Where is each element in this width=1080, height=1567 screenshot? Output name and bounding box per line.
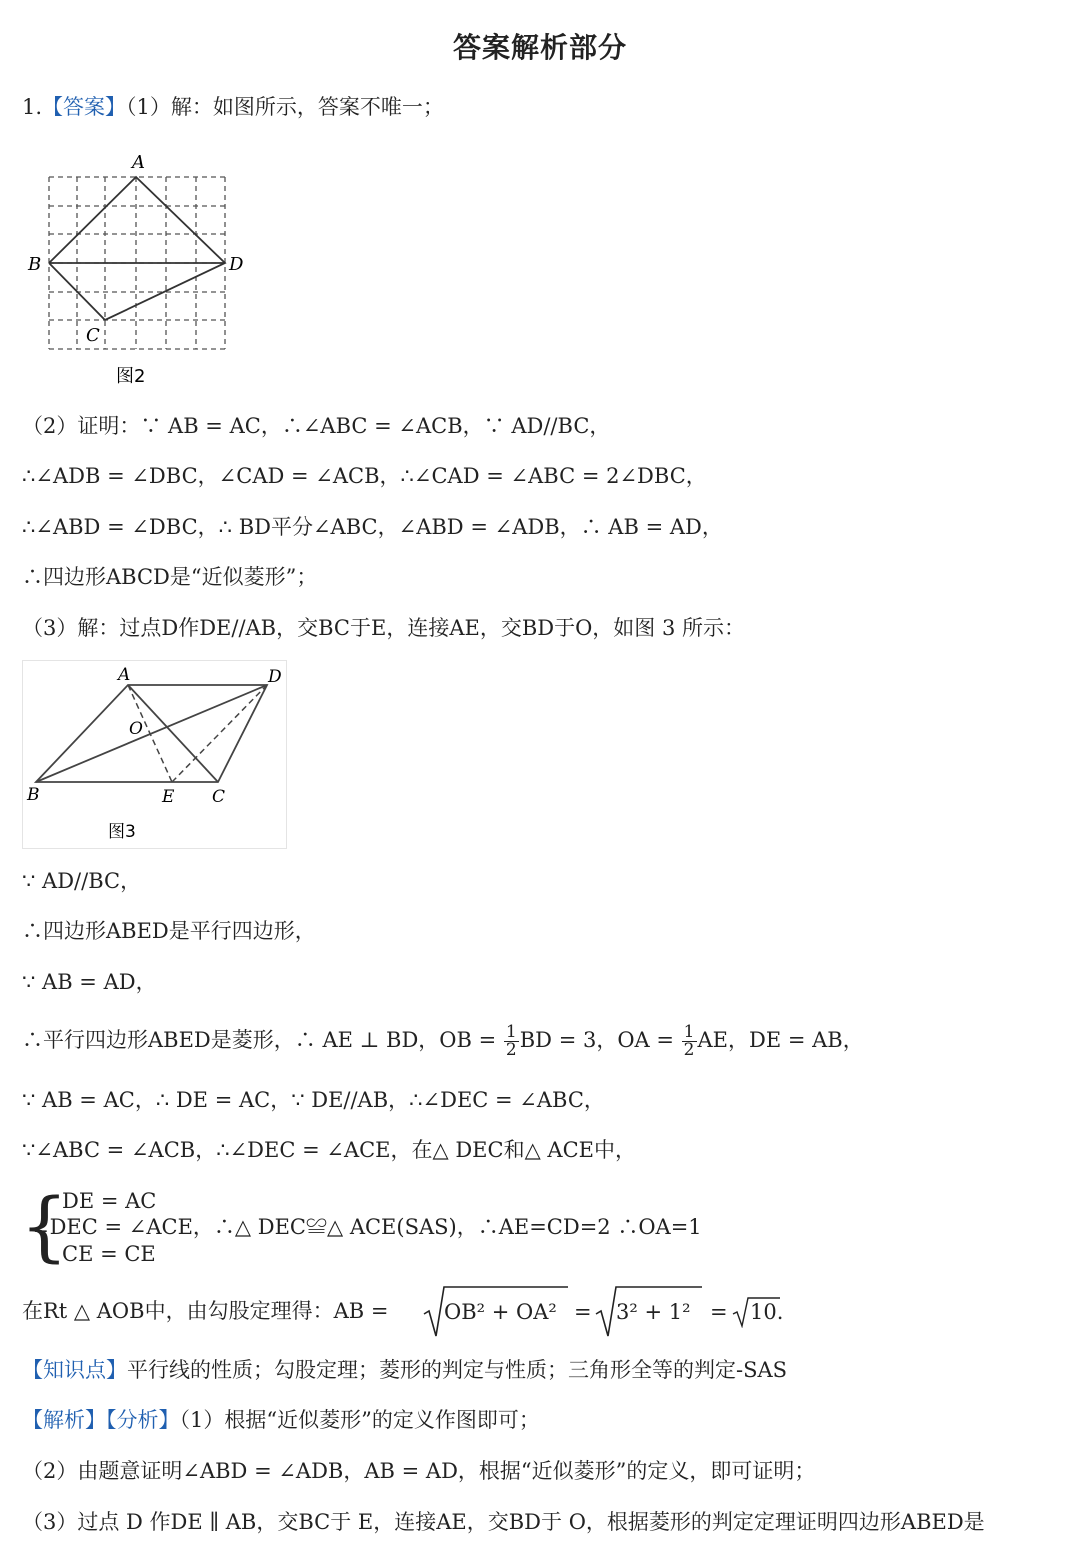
analysis-line-2: （2）由题意证明∠ABD = ∠ADB，AB = AD，根据“近似菱形”的定义，即可证明； (22, 1459, 816, 1483)
page-title: 答案解析部分 (452, 31, 627, 64)
radicand-3 (750, 1297, 783, 1327)
step-4 (22, 1024, 864, 1059)
proof-line-1: （2）证明：∵ AB = AC，∴∠ABC = ∠ACB，∵ AD//BC， (22, 414, 611, 438)
system-eq-3: CE = CE (62, 1242, 156, 1266)
frac2-den: 2 (683, 1040, 695, 1060)
analysis-tag: 【解析】 (22, 1408, 106, 1432)
step-4-b: BD = 3，OA = (519, 1028, 674, 1052)
system-eq-1: DE = AC (62, 1189, 157, 1213)
analysis-line-3: （3）过点 D 作DE ∥ AB，交BC于 E，连接AE，交BD于 O，根据菱形的判定定理证明四边形ABED是 (22, 1510, 985, 1534)
fig3-label-a: A (118, 665, 131, 685)
frac1-num: 1 (505, 1022, 517, 1042)
fig2-label-c: C (86, 325, 100, 346)
question-number: 1. (22, 95, 43, 119)
system-eq-2: ∠DEC = ∠ACE，∴△ DEC≌△ ACE(SAS)，∴AE=CD=2 ∴OA=1 (32, 1215, 702, 1239)
knowledge-text: 平行线的性质；勾股定理；菱形的判定与性质；三角形全等的判定-SAS (127, 1358, 788, 1382)
frac1-den: 2 (505, 1040, 517, 1060)
part1-text: （1）解：如图所示，答案不唯一； (126, 95, 444, 119)
fig2-caption: 图2 (116, 366, 146, 387)
fig3-label-d: D (268, 667, 282, 687)
analysis-tag-2: 【分析】 (106, 1408, 180, 1432)
equals-2: = (710, 1300, 728, 1324)
step-6: ∵∠ABC = ∠ACB，∴∠DEC = ∠ACE，在△ DEC和△ ACE中， (22, 1138, 636, 1162)
radicand-2: 3² + 1² (616, 1300, 691, 1324)
fig3-label-b: B (27, 785, 40, 805)
radicand-3-value: 10 (750, 1300, 777, 1324)
proof-line-3: ∴∠ABD = ∠DBC，∴ BD平分∠ABC，∠ABD = ∠ADB，∴ AB = AD， (22, 515, 723, 539)
equals-1: = (574, 1300, 592, 1324)
fig3-caption: 图3 (108, 822, 136, 842)
step-7-a: 在Rt △ AOB中，由勾股定理得：AB = (22, 1299, 389, 1323)
step-5: ∵ AB = AC，∴ DE = AC，∵ DE//AB，∴∠DEC = ∠ABC， (22, 1088, 605, 1112)
part3-line-1: （3）解：过点D作DE//AB，交BC于E，连接AE，交BD于O，如图 3 所示： (22, 616, 746, 640)
radicand-1: OB² + OA² (444, 1300, 557, 1324)
fig3-label-c: C (212, 787, 226, 807)
analysis-text-1: （1）根据“近似菱形”的定义作图即可； (179, 1408, 540, 1432)
proof-line-2: ∴∠ADB = ∠DBC，∠CAD = ∠ACB，∴∠CAD = ∠ABC = 2∠DBC， (22, 464, 707, 488)
system-brace: { (20, 1181, 69, 1270)
fig3-label-o: O (129, 719, 143, 739)
step-3: ∵ AB = AD， (22, 970, 157, 994)
fraction-half-2 (682, 1024, 697, 1059)
step-1: ∵ AD//BC， (22, 869, 142, 893)
step-7 (22, 1296, 388, 1326)
fig3-label-e: E (162, 787, 175, 807)
step-7-end: . (776, 1300, 784, 1324)
analysis-line-1 (22, 1405, 540, 1435)
figure-2 (26, 150, 256, 390)
knowledge-tag: 【知识点】 (22, 1358, 127, 1382)
step-4-a: ∴平行四边形ABED是菱形，∴ AE ⊥ BD，OB = (22, 1028, 497, 1052)
proof-line-4: ∴四边形ABCD是“近似菱形”； (22, 565, 318, 589)
fraction-half-1 (504, 1024, 519, 1059)
fig2-label-b: B (28, 254, 42, 275)
step-4-c: AE，DE = AB， (697, 1028, 864, 1052)
answer-tag: 【答案】 (42, 95, 127, 119)
figure-3 (22, 660, 288, 850)
fig2-shape (49, 177, 225, 320)
frac2-num: 1 (683, 1022, 695, 1042)
fig2-label-d: D (229, 254, 244, 275)
q1-header (22, 92, 444, 122)
fig2-label-a: A (132, 152, 145, 173)
step-2: ∴四边形ABED是平行四边形， (22, 919, 316, 943)
knowledge-points (22, 1355, 787, 1385)
